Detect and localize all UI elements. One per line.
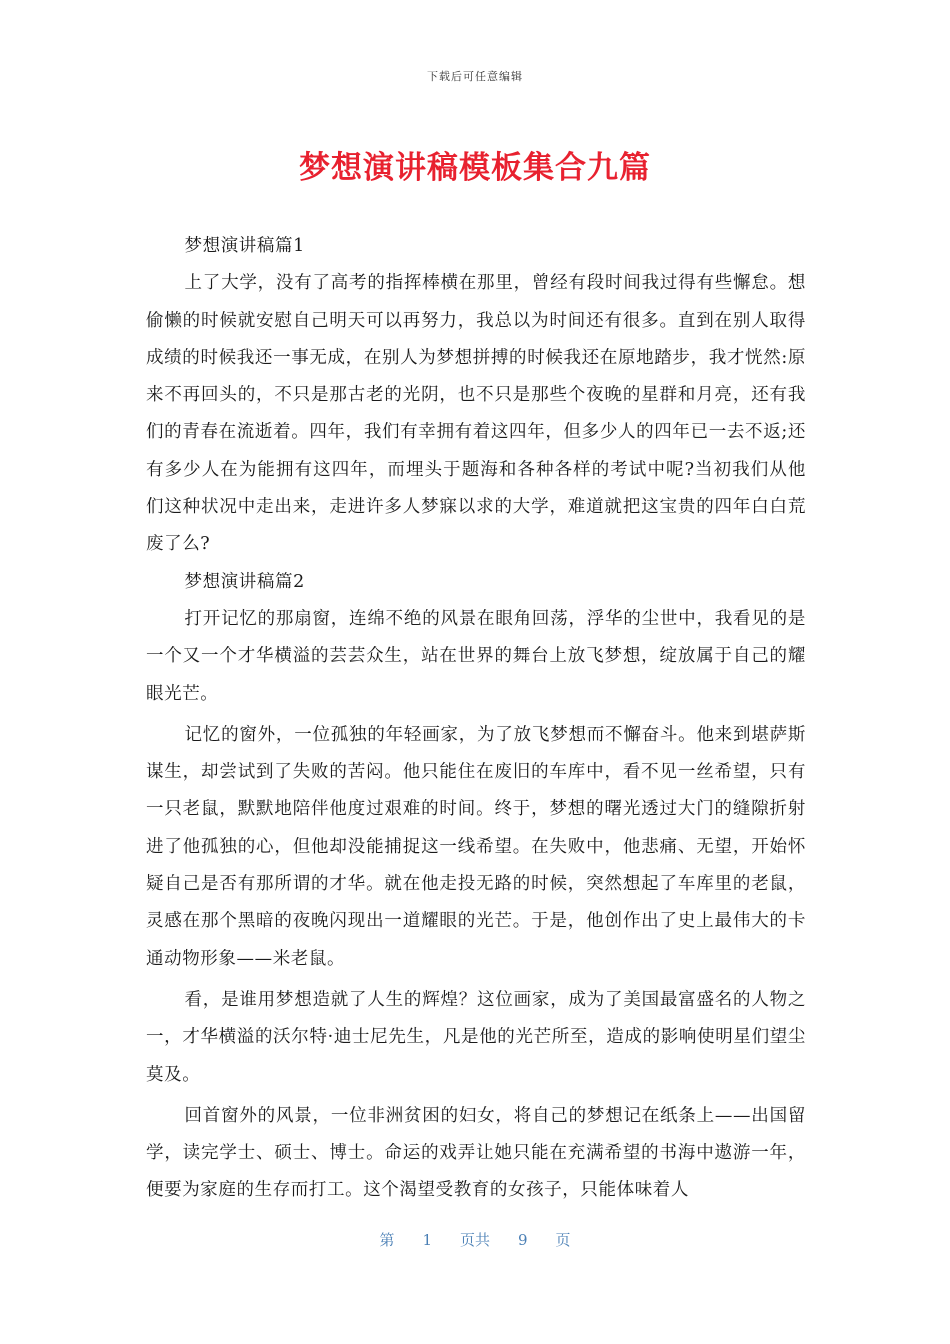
section-heading-1: 梦想演讲稿篇1 — [184, 236, 305, 256]
total-pages: 9 — [518, 1231, 528, 1249]
page-suffix: 页 — [555, 1231, 571, 1249]
page-label: 第 — [379, 1231, 395, 1249]
body-paragraph: 上了大学，没有了高考的指挥棒横在那里，曾经有段时间我过得有些懈怠。想偷懒的时候就安慰自己明天可以再努力，我总以为时间还有很多。直到在别人取得成绩的时候我还一事无成，在别人为梦想拼搏的时候我还在原地踏步，我才恍然:原来不再回头的，不只是那古老的光阴，也不只是那些个夜晚的星群和月亮，还有我们的青春在流逝着。四年，我们有幸拥有着这四年，但多少人的四年已一去不返;还有多少人在为能拥有这四年，而埋头于题海和各种各样的考试中呢?当初我们从他们这种状况中走出来，走进许多人梦寐以求的大学，难道就把这宝贵的四年白白荒废了么? — [146, 273, 806, 555]
document-title: 梦想演讲稿模板集合九篇 — [299, 150, 651, 186]
total-label: 页共 — [459, 1231, 490, 1249]
section-heading-2: 梦想演讲稿篇2 — [184, 571, 305, 592]
page-number: 1 — [422, 1231, 432, 1249]
body-paragraph: 打开记忆的那扇窗，连绵不绝的风景在眼角回荡，浮华的尘世中，我看见的是一个又一个才华横溢的芸芸众生，站在世界的舞台上放飞梦想，绽放属于自己的耀眼光芒。 — [146, 608, 806, 704]
body-paragraph: 回首窗外的风景，一位非洲贫困的妇女，将自己的梦想记在纸条上——出国留学，读完学士、硕士、博士。命运的戏弄让她只能在充满希望的书海中遨游一年，便要为家庭的生存而打工。这个渴望受教育的女孩子，只能体味着人 — [146, 1105, 806, 1201]
page-footer — [0, 1229, 950, 1250]
body-paragraph: 记忆的窗外，一位孤独的年轻画家，为了放飞梦想而不懈奋斗。他来到堪萨斯谋生，却尝试到了失败的苦闷。他只能住在废旧的车库中，看不见一丝希望，只有一只老鼠，默默地陪伴他度过艰难的时间。终于，梦想的曙光透过大门的缝隙折射进了他孤独的心，但他却没能捕捉这一线希望。在失败中，他悲痛、无望，开始怀疑自己是否有那所谓的才华。就在他走投无路的时候，突然想起了车库里的老鼠，灵感在那个黑暗的夜晚闪现出一道耀眼的光芒。于是，他创作出了史上最伟大的卡通动物形象——米老鼠。 — [146, 724, 806, 969]
body-paragraph: 看，是谁用梦想造就了人生的辉煌？这位画家，成为了美国最富盛名的人物之一，才华横溢的沃尔特·迪士尼先生，凡是他的光芒所至，造成的影响使明星们望尘莫及。 — [146, 989, 806, 1085]
document-body — [146, 228, 806, 1210]
header-note: 下载后可任意编辑 — [427, 70, 523, 83]
